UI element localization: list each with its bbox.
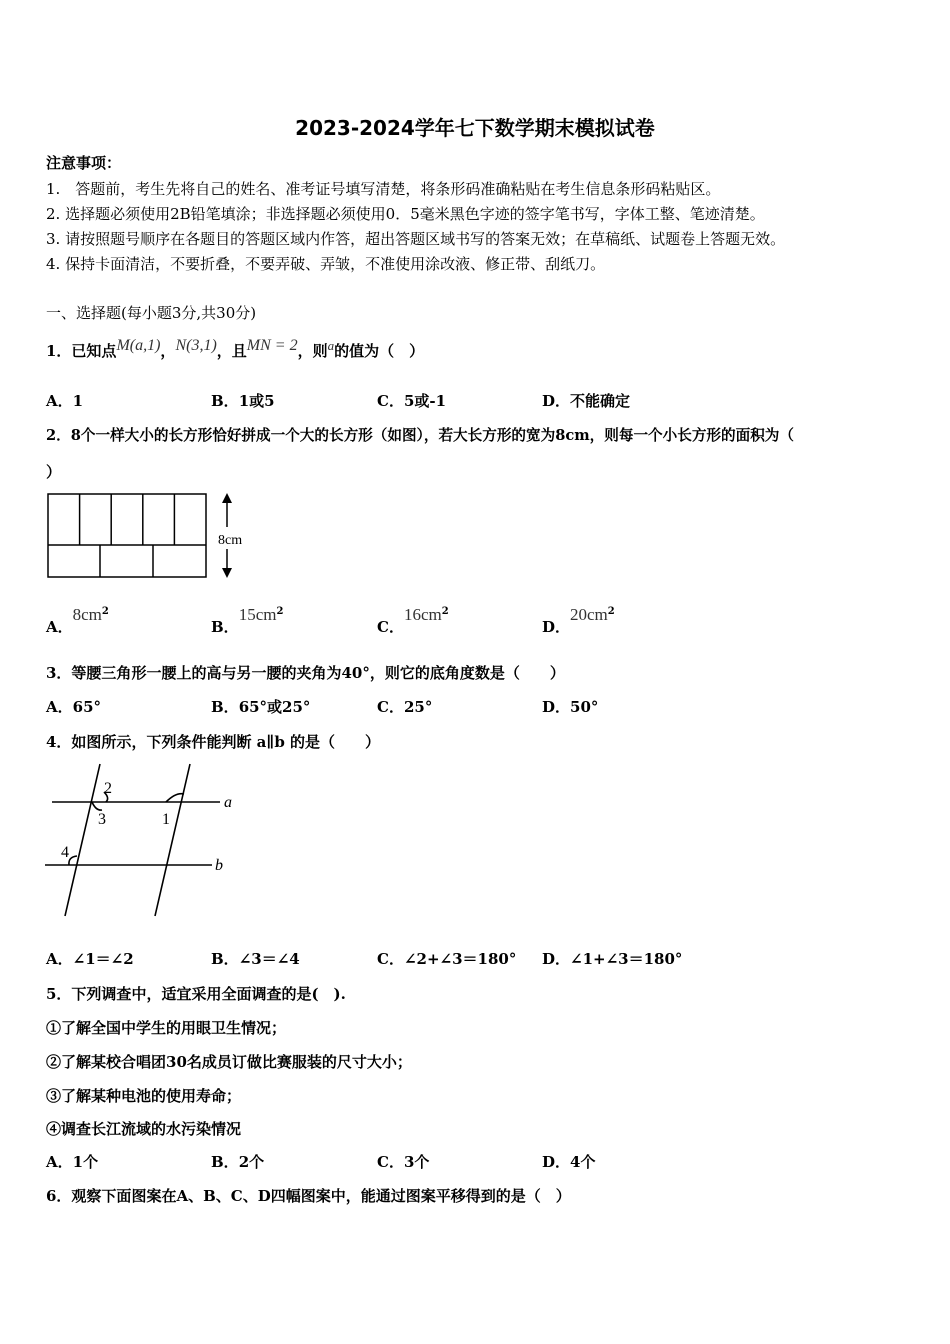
question-2-stem: 2．8个一样大小的长方形恰好拼成一个大的长方形（如图），若大长方形的宽为8cm，则每一个小长方形的面积为（: [46, 427, 794, 444]
option-letter: A．: [46, 1153, 73, 1171]
transversal-right: [155, 764, 190, 916]
option-letter: A．: [46, 698, 73, 716]
option-letter: D．: [542, 698, 571, 716]
option-text: 不能确定: [570, 392, 631, 410]
angle-arc: [92, 802, 102, 810]
option-letter: C．: [377, 950, 404, 968]
note-item: 1. 答题前，考生先将自己的姓名、准考证号填写清楚，将条形码准确粘贴在考生信息条形码粘贴区。: [46, 180, 721, 198]
option-exponent: 2: [101, 606, 109, 617]
q1-var-a: a: [327, 338, 335, 353]
angle-1-label: 1: [162, 811, 170, 828]
q2-option-c: [377, 604, 449, 636]
q1-mn: MN = 2: [246, 337, 298, 354]
option-text: ∠2+∠3＝180°: [403, 950, 517, 968]
option-letter: C．: [377, 1153, 404, 1171]
note-item: 4. 保持卡面清洁，不要折叠，不要弄破、弄皱，不准使用涂改液、修正带、刮纸刀。: [46, 255, 606, 273]
option-text: ∠1＝∠2: [72, 950, 134, 968]
question-6-stem: 6．观察下面图案在A、B、C、D四幅图案中，能通过图案平移得到的是（ ）: [46, 1187, 571, 1205]
rectangles-figure: [40, 488, 260, 584]
option-letter: D．: [542, 618, 571, 636]
q5-item: ④调查长江流域的水污染情况: [46, 1120, 242, 1138]
q4-option-d: [542, 948, 682, 969]
angle-4-label: 4: [61, 844, 69, 861]
q1-option-b: [211, 390, 275, 411]
transversal-left: [65, 764, 100, 916]
option-text: 65°: [72, 698, 102, 716]
option-text: 50°: [570, 698, 599, 716]
option-letter: B．: [211, 1153, 239, 1171]
option-letter: A．: [46, 950, 73, 968]
q2-option-b: [211, 604, 284, 636]
option-text: 1或5: [238, 392, 275, 410]
question-3-stem: 3．等腰三角形一腰上的高与另一腰的夹角为40°，则它的底角度数是（ ）: [46, 664, 565, 682]
note-item: 3. 请按照题号顺序在各题目的答题区域内作答，超出答题区域书写的答案无效；在草稿纸、试题卷上答题无效。: [46, 230, 786, 248]
option-value: 16cm: [403, 605, 442, 624]
option-value: 20cm: [570, 605, 608, 624]
parallel-lines-figure: [40, 758, 250, 923]
q2-option-a: [46, 604, 109, 636]
q4-option-c: [377, 948, 516, 969]
q3-option-a: [46, 696, 101, 717]
option-letter: A．: [46, 618, 73, 636]
option-text: 2个: [238, 1153, 265, 1171]
option-text: 25°: [403, 698, 433, 716]
line-b-label: b: [215, 857, 223, 874]
q4-option-b: [211, 948, 300, 969]
q5-item: ①了解全国中学生的用眼卫生情况；: [46, 1019, 287, 1037]
option-letter: D．: [542, 950, 571, 968]
option-value: 15cm: [238, 605, 277, 624]
q1-point-n: N(3,1): [175, 337, 217, 354]
q5-option-d: [542, 1151, 595, 1172]
q1-point-m: M(a,1): [116, 337, 161, 354]
option-letter: B．: [211, 392, 239, 410]
angle-arc: [69, 856, 77, 865]
arrow-up-icon: [222, 493, 232, 503]
q5-option-c: [377, 1151, 429, 1172]
option-letter: C．: [377, 698, 404, 716]
option-letter: D．: [542, 392, 571, 410]
note-item: 2. 选择题必须使用2B铅笔填涂；非选择题必须使用0．5毫米黑色字迹的签字笔书写，字体工整、笔迹清楚。: [46, 205, 765, 223]
q5-option-a: [46, 1151, 98, 1172]
question-2-stem-cont: ）: [46, 463, 62, 481]
option-letter: B．: [211, 950, 239, 968]
option-text: 3个: [403, 1153, 430, 1171]
option-text: 5或-1: [403, 392, 447, 410]
option-letter: B．: [211, 698, 239, 716]
option-letter: C．: [377, 618, 404, 636]
q3-option-d: [542, 696, 598, 717]
angle-2-label: 2: [104, 780, 112, 797]
option-letter: D．: [542, 1153, 571, 1171]
q3-option-b: [211, 696, 310, 717]
option-text: 65°或25°: [238, 698, 311, 716]
q5-item: ③了解某种电池的使用寿命；: [46, 1087, 242, 1105]
option-letter: A．: [46, 392, 73, 410]
arrow-down-icon: [222, 568, 232, 578]
q3-option-c: [377, 696, 432, 717]
section-heading: 一、选择题(每小题3分,共30分): [46, 304, 257, 322]
line-a-label: a: [224, 794, 232, 811]
question-4-stem: 4．如图所示，下列条件能判断 a∥b 的是（ ）: [46, 733, 381, 751]
option-text: ∠1+∠3＝180°: [570, 950, 683, 968]
q1-sep: ，则: [297, 342, 328, 360]
option-letter: C．: [377, 392, 404, 410]
q5-item: ②了解某校合唱团30名成员订做比赛服装的尺寸大小；: [46, 1053, 412, 1071]
option-value: 8cm: [72, 605, 102, 624]
figure-width-label: 8cm: [218, 533, 243, 548]
q1-pre: 1．已知点: [46, 342, 117, 360]
q1-post: 的值为（ ）: [334, 342, 425, 360]
option-exponent: 2: [607, 606, 615, 617]
option-exponent: 2: [441, 606, 449, 617]
page-title: 2023-2024学年七下数学期末模拟试卷: [295, 116, 655, 140]
option-text: ∠3＝∠4: [238, 950, 300, 968]
option-letter: B．: [211, 618, 239, 636]
option-text: 1个: [72, 1153, 99, 1171]
option-text: 1: [72, 392, 84, 410]
q1-option-c: [377, 390, 446, 411]
q1-sep: ，: [160, 342, 176, 360]
question-1-stem: [46, 337, 425, 361]
angle-3-label: 3: [98, 811, 106, 828]
option-text: 4个: [570, 1153, 596, 1171]
q5-option-b: [211, 1151, 264, 1172]
q2-option-d: [542, 604, 615, 636]
notes-heading: 注意事项：: [46, 154, 122, 172]
q1-option-a: [46, 390, 83, 411]
q1-option-d: [542, 390, 630, 411]
q1-sep: ，且: [216, 342, 247, 360]
big-rectangle: [48, 494, 206, 577]
q4-option-a: [46, 948, 134, 969]
option-exponent: 2: [276, 606, 284, 617]
question-5-stem: 5．下列调查中，适宜采用全面调查的是( ).: [46, 985, 346, 1003]
